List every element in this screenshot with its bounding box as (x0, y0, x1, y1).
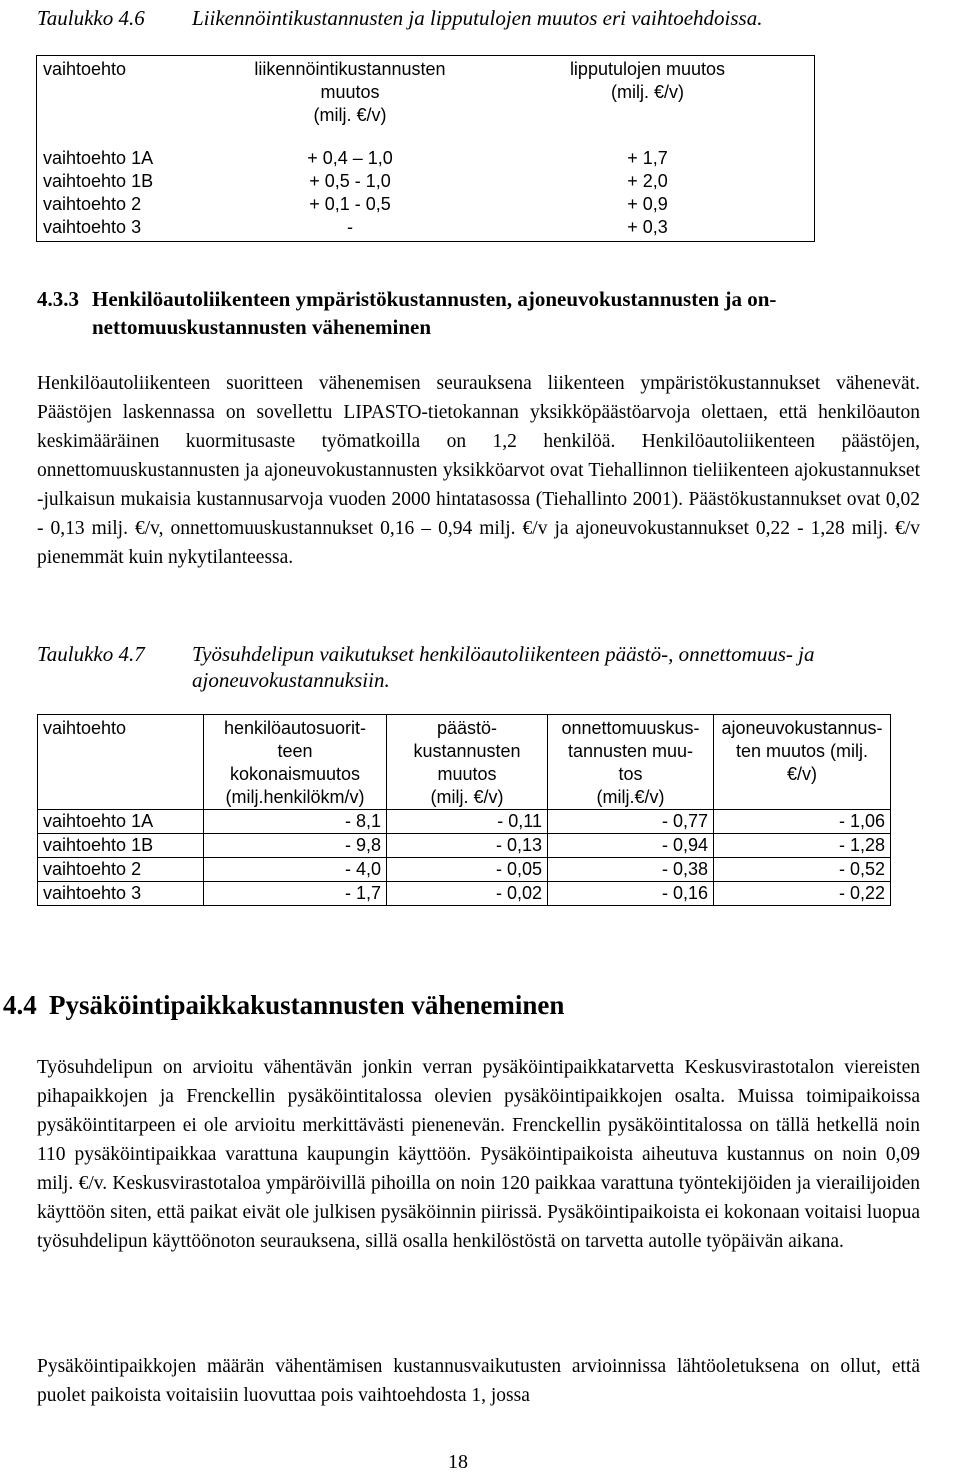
table-caption-4-6 (37, 5, 937, 31)
emissions-accident-vehicle-costs-table (37, 714, 891, 906)
table-row (37, 216, 814, 241)
table-header-row (37, 56, 814, 147)
table-row (37, 147, 814, 170)
header-label: henkilöautosuorit- teen kokonaismuutos (milj.henkilökm/v) (223, 718, 367, 807)
header-ticket-revenue (481, 56, 814, 147)
section-paragraph (37, 369, 920, 572)
row-label: vaihtoehto 3 (38, 882, 204, 906)
row-label: vaihtoehto 3 (43, 217, 142, 237)
section-paragraph (37, 1053, 920, 1256)
table-caption-text: Työsuhdelipun vaikutukset henkilöautoliikenteen päästö-, onnettomuus- ja (192, 642, 815, 666)
table-row (38, 810, 891, 834)
cell-value: + 0,9 (627, 194, 668, 214)
row-label: vaihtoehto 2 (38, 858, 204, 882)
header-option (38, 715, 204, 810)
header-car-traffic-change (204, 715, 387, 810)
paragraph-text: Henkilöautoliikenteen suoritteen vähenemisen seurauksena liikenteen ympäristökustannukset vähenevät. Päästöjen laskennassa on sovellettu LIPASTO-tietokannan yksikköpäästöarvoja olettaen, että henkilöauton keskimääräinen kuormitusaste työmatkoilla on 1,2 henkilöä. Henkilöautoliikenteen päästöjen, onnettomuuskustannusten ja ajoneuvokustannusten yksikköarvot ovat Tiehallinnon tieliikenteen ajokustannukset -julkaisun mukaisia kustannusarvoja vuoden 2000 hintatasossa (Tiehallinto 2001). Päästökustannukset ovat 0,02 - 0,13 milj. €/v, onnettomuuskustannukset 0,16 – 0,94 milj. €/v ja ajoneuvokustannukset 0,22 - 1,28 milj. €/v pienemmät kuin nykytilanteessa. (37, 373, 920, 568)
header-option: vaihtoehto (43, 59, 127, 79)
header-operating-costs-unit: (milj. €/v) (313, 105, 387, 125)
section-paragraph (37, 1352, 920, 1410)
cell-value: - 0,52 (714, 858, 891, 882)
costs-revenue-table (37, 56, 814, 241)
section-heading-4-4 (3, 990, 903, 1021)
table-number: Taulukko 4.7 (37, 642, 145, 666)
cell-value: + 0,3 (627, 217, 668, 237)
cell-value: - (347, 217, 353, 237)
cell-value: - 0,13 (387, 834, 548, 858)
cell-value: - 4,0 (204, 858, 387, 882)
header-ticket-revenue-unit: (milj. €/v) (611, 82, 684, 102)
section-heading-4-3-3 (37, 285, 917, 341)
header-label: päästö- kustannusten muutos (milj. €/v) (413, 718, 521, 807)
cell-value: - 0,11 (387, 810, 548, 834)
section-title: Pysäköintipaikkakustannusten väheneminen (49, 990, 565, 1020)
cell-value: + 1,7 (627, 148, 668, 168)
table-row (37, 193, 814, 216)
section-number: 4.3.3 (37, 287, 79, 311)
section-title-line: Henkilöautoliikenteen ympäristökustannusten, ajoneuvokustannusten ja on- (92, 287, 777, 311)
page-number: 18 (448, 1451, 468, 1473)
cell-value: - 0,16 (548, 882, 714, 906)
cell-value: + 0,5 - 1,0 (309, 171, 391, 191)
paragraph-text: Pysäköintipaikkojen määrän vähentämisen kustannusvaikutusten arvioinnissa lähtöoletuksena on ollut, että puolet paikoista voitaisiin luovuttaa pois vaihtoehdosta 1, jossa (37, 1356, 920, 1406)
cell-value: - 0,22 (714, 882, 891, 906)
cell-value: - 1,7 (204, 882, 387, 906)
header-operating-costs-label: liikennöintikustannusten muutos (254, 59, 446, 102)
header-accident-costs (548, 715, 714, 810)
cell-value: - 0,38 (548, 858, 714, 882)
table-row (38, 882, 891, 906)
table-caption-4-7 (37, 641, 937, 693)
cell-value: - 0,94 (548, 834, 714, 858)
cell-value: + 0,4 – 1,0 (307, 148, 393, 168)
table-row (38, 834, 891, 858)
cell-value: + 2,0 (627, 171, 668, 191)
table-number: Taulukko 4.6 (37, 6, 145, 30)
header-operating-costs (219, 56, 481, 147)
table-caption-text: ajoneuvokustannuksiin. (192, 668, 390, 692)
table-caption-text: Liikennöintikustannusten ja lipputulojen muutos eri vaihtoehdoissa. (192, 6, 763, 30)
cell-value: - 0,05 (387, 858, 548, 882)
cell-value: - 9,8 (204, 834, 387, 858)
cell-value: - 8,1 (204, 810, 387, 834)
cell-value: - 1,28 (714, 834, 891, 858)
paragraph-text: Työsuhdelipun on arvioitu vähentävän jonkin verran pysäköintipaikkatarvetta Keskusvirastotalon viereisten pihapaikkojen ja Frenckellin pysäköintitalossa olevien pysäköintipaikkojen osalta. Muissa toimipaikoissa pysäköintitarpeen ei ole arvioitu merkittävästi pienenevän. Frenckellin pysäköintitalossa on tällä hetkellä noin 110 pysäköintipaikkaa varattuna kaupungin käyttöön. Pysäköintipaikoista aiheutuva kustannus on noin 0,09 milj. €/v. Keskusvirastotaloa ympäröivillä pihoilla on noin 120 paikkaa varattuna työntekijöiden ja vierailijoiden käyttöön siten, että paikat eivät ole julkisen pysäköinnin piirissä. Pysäköintipaikoista ei kokonaan voitaisi luopua työsuhdelipun käyttöönoton seurauksena, sillä osalla henkilöstöstä on tarvetta autolle työpäivän aikana. (37, 1057, 920, 1252)
header-emission-costs (387, 715, 548, 810)
header-vehicle-costs (714, 715, 891, 810)
section-number: 4.4 (3, 990, 37, 1020)
header-label: vaihtoehto (43, 718, 127, 738)
cell-value: - 1,06 (714, 810, 891, 834)
row-label: vaihtoehto 1A (43, 148, 154, 168)
cell-value: + 0,1 - 0,5 (309, 194, 391, 214)
table-header-row (38, 715, 891, 810)
header-ticket-revenue-label: lipputulojen muutos (569, 59, 726, 79)
cell-value: - 0,77 (548, 810, 714, 834)
row-label: vaihtoehto 1A (38, 810, 204, 834)
row-label: vaihtoehto 1B (43, 171, 154, 191)
header-label: onnettomuuskus- tannusten muu- tos (milj.€/v) (561, 718, 700, 807)
cell-value: - 0,02 (387, 882, 548, 906)
row-label: vaihtoehto 2 (43, 194, 142, 214)
header-label: ajoneuvokustannus- ten muutos (milj. €/v) (721, 718, 883, 784)
row-label: vaihtoehto 1B (38, 834, 204, 858)
table-row (37, 170, 814, 193)
table-row (38, 858, 891, 882)
section-title-line: nettomuuskustannusten väheneminen (92, 315, 431, 339)
